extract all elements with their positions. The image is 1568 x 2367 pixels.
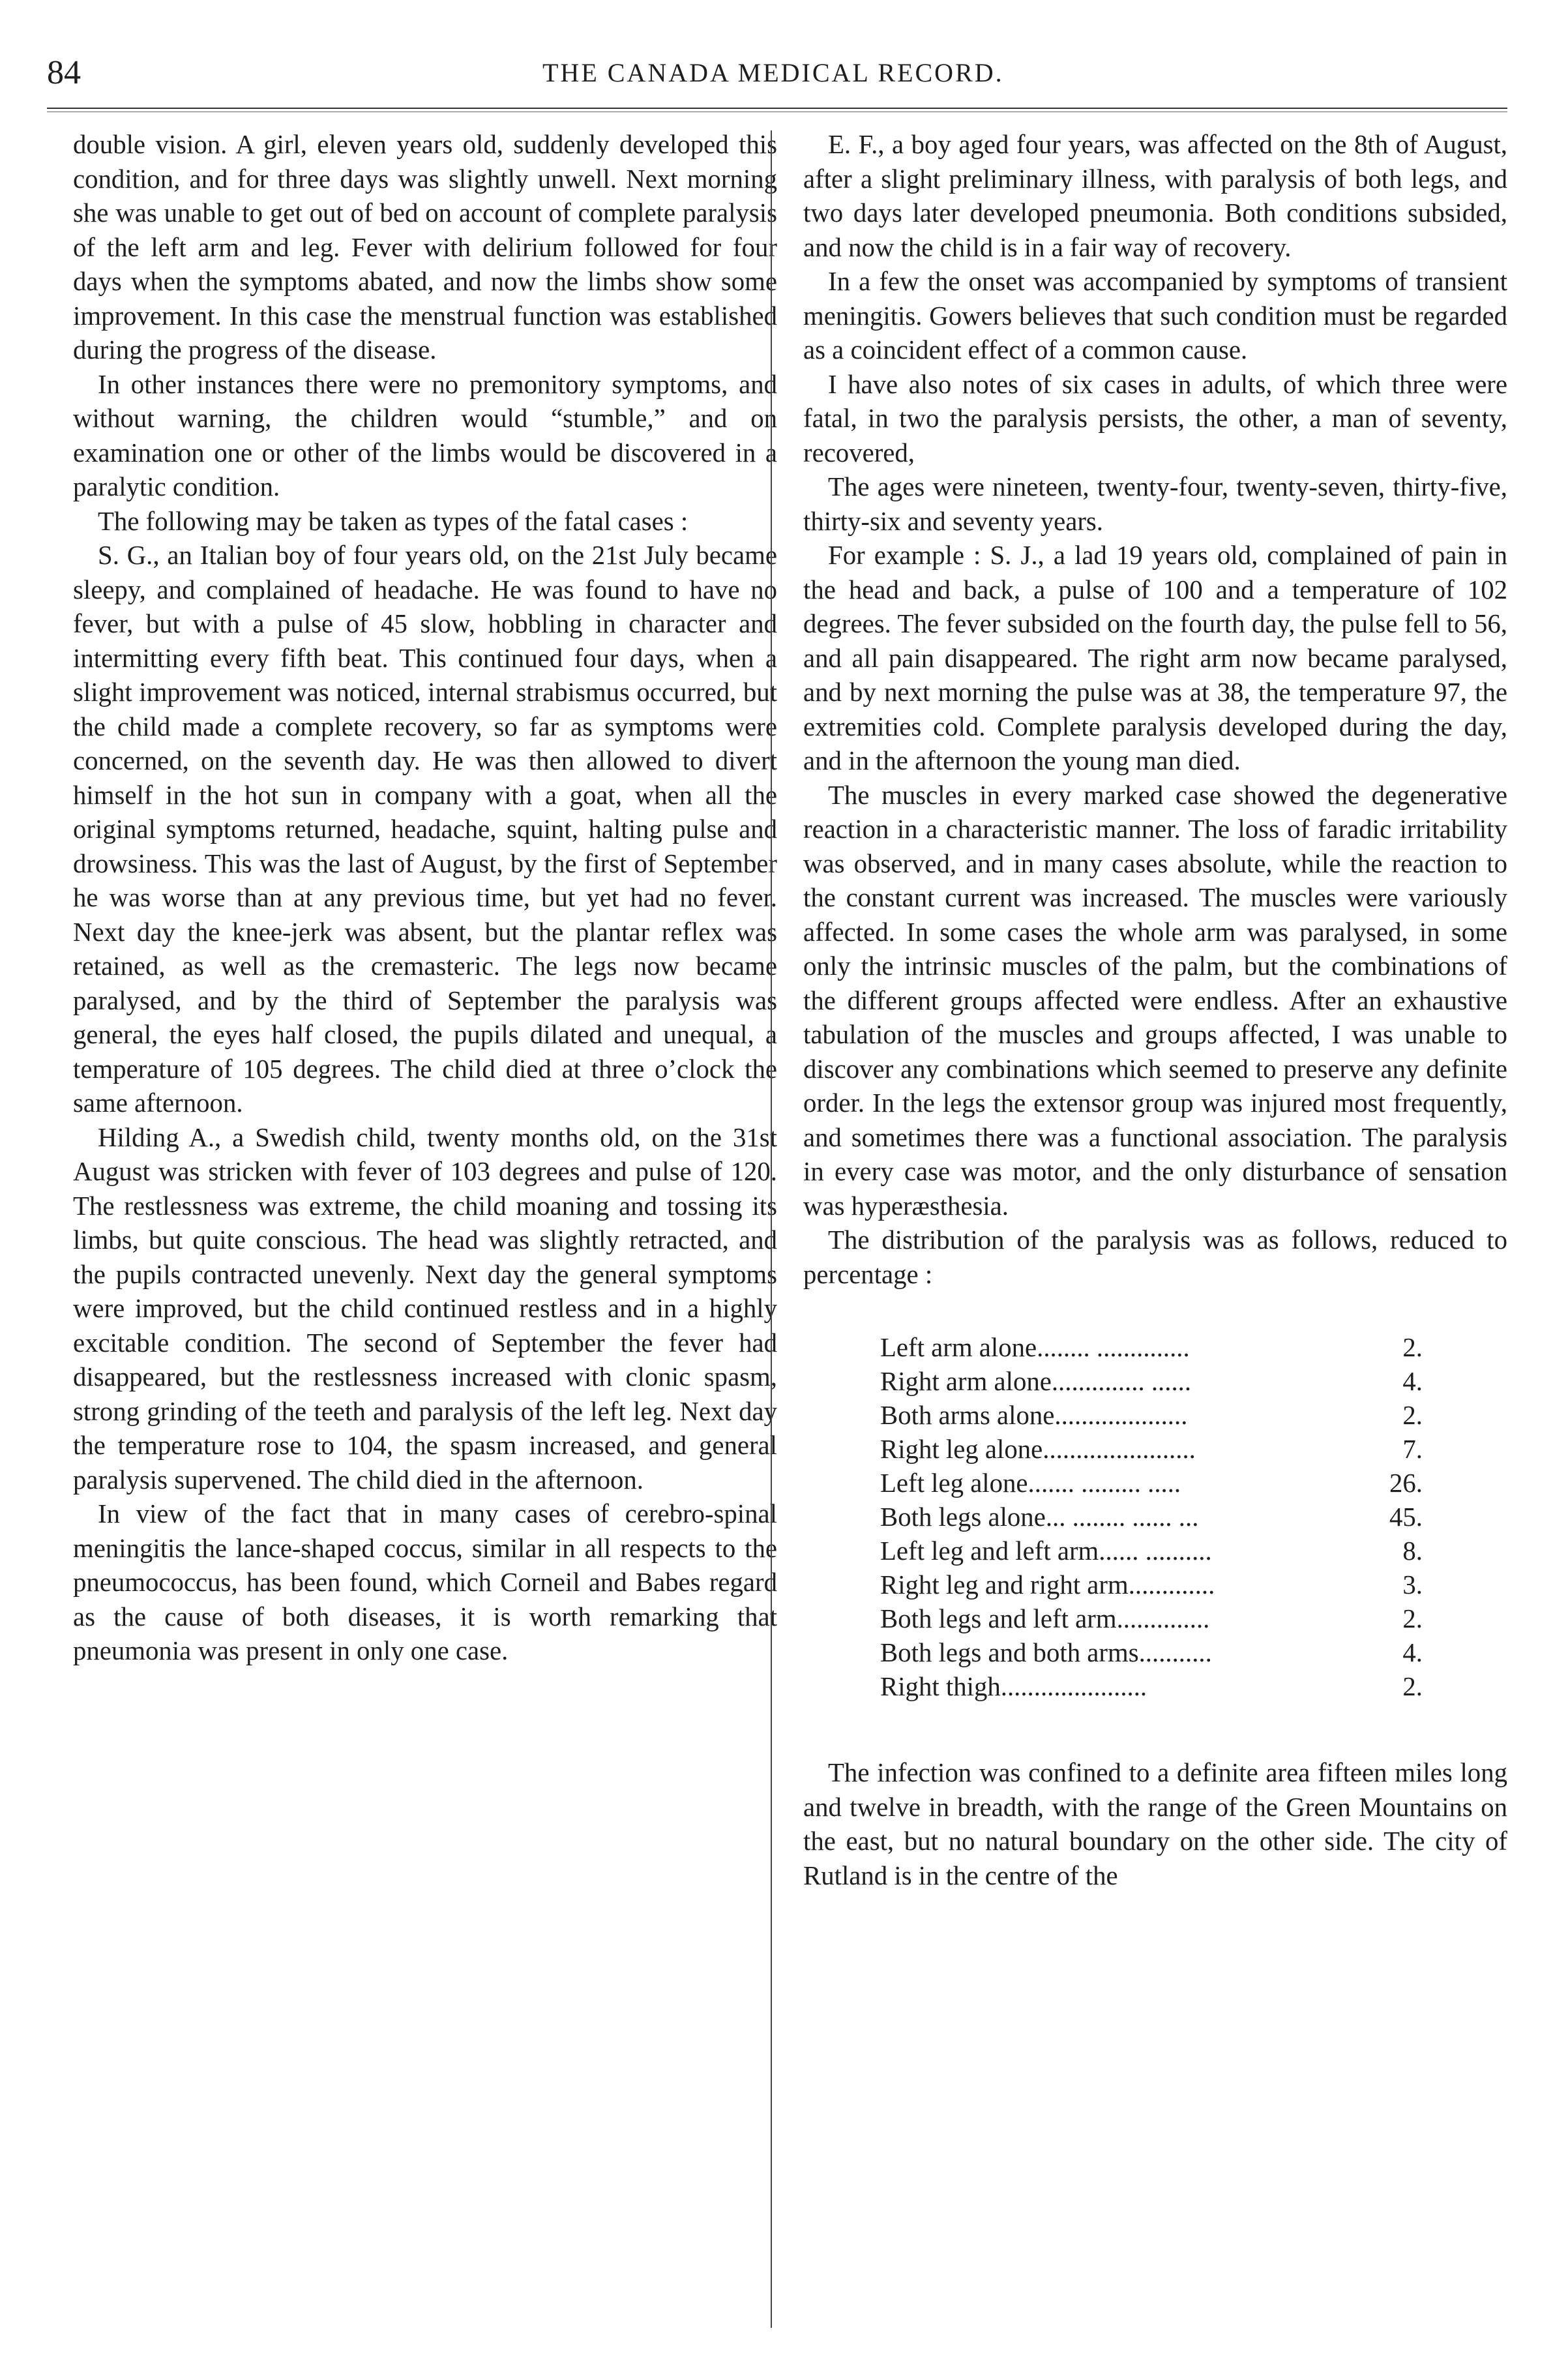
leader-dots: ... ........ ...... ... xyxy=(1045,1502,1199,1532)
leader-dots: .............. xyxy=(1116,1604,1210,1633)
page-header xyxy=(47,53,1507,106)
leader-dots: ........ .............. xyxy=(1037,1333,1190,1362)
paragraph: In other instances there were no premonitory symptoms, and without warning, the children would “stumble,” and on examination one or other of the limbs would be discovered in a paralytic condition. xyxy=(73,369,777,501)
row-label: Left leg and left arm xyxy=(880,1536,1099,1566)
table-cell-label xyxy=(880,1636,1364,1670)
leader-dots: .................... xyxy=(1054,1401,1188,1430)
table-cell-value: 26. xyxy=(1389,1468,1423,1498)
table-cell-label xyxy=(880,1670,1364,1704)
paragraph: Hilding A., a Swedish child, twenty months old, on the 31st August was stricken with fever of 103 degrees and pulse of 120. The restlessness was extreme, the child moaning and tossing its limbs, but quite conscious. The head was slightly retracted, and the pupils contracted unevenly. Next day the general symptoms were improved, but the child continued restless and in a highly excitable condition. The second of September the fever had disappeared, but the restlessness increased with clonic spasm, strong grinding of the teeth and paralysis of the left leg. Next day the temperature rose to 104, the spasm increased, and general paralysis supervened. The child died in the afternoon. xyxy=(73,1122,777,1495)
table-cell-value: 4. xyxy=(1402,1367,1423,1396)
paragraph: I have also notes of six cases in adults, of which three were fatal, in two the paralysis persists, the other, a man of seventy, recovered, xyxy=(803,369,1507,468)
table-cell-value: 2. xyxy=(1402,1604,1423,1633)
column-divider xyxy=(771,130,772,2328)
table-cell-value: 3. xyxy=(1402,1570,1423,1600)
paragraph: double vision. A girl, eleven years old, suddenly developed this condition, and for three days was slightly unwell. Next morning she was unable to get out of bed on account of complete paralysis of the left arm and leg. Fever with delirium followed for four days when the symptoms abated, and now the limbs show some improvement. In this case the menstrual function was established during the progress of the disease. xyxy=(73,130,777,365)
table-cell-label xyxy=(880,1534,1364,1568)
paragraph: The ages were nineteen, twenty-four, twenty-seven, thirty-five, thirty-six and seventy years. xyxy=(803,472,1507,536)
row-label: Both legs and left arm xyxy=(880,1604,1117,1633)
leader-dots: ............. xyxy=(1128,1570,1215,1600)
row-label: Both legs and both arms xyxy=(880,1638,1139,1667)
table-row xyxy=(880,1534,1423,1568)
table-row xyxy=(880,1500,1423,1534)
table-cell-label xyxy=(880,1500,1364,1534)
paragraph: The distribution of the paralysis was as follows, reduced to percentage : xyxy=(803,1225,1507,1289)
header-rule xyxy=(47,108,1507,109)
paragraph: In view of the fact that in many cases of cerebro-spinal meningitis the lance-shaped coccus, similar in all respects to the pneumococcus, has been found, which Corneil and Babes regard as the cause of both diseases, it is worth remarking that pneumonia was present in only one case. xyxy=(73,1499,777,1665)
table-row xyxy=(880,1433,1423,1466)
left-column xyxy=(73,128,777,1669)
paragraph: For example : S. J., a lad 19 years old, complained of pain in the head and back, a pulse of 100 and a temperature of 102 degrees. The fever subsided on the fourth day, the pulse fell to 56, and all pain disappeared. The right arm now became paralysed, and by next morning the pulse was at 38, the temperature 97, the extremities cold. Complete paralysis developed during the day, and in the afternoon the young man died. xyxy=(803,541,1507,775)
table-row xyxy=(880,1568,1423,1602)
table-row xyxy=(880,1670,1423,1704)
table-row xyxy=(880,1331,1423,1365)
paragraph: In a few the onset was accompanied by symptoms of transient meningitis. Gowers believes that such condition must be regarded as a coincident effect of a common cause. xyxy=(803,267,1507,365)
leader-dots: ...................... xyxy=(1000,1672,1147,1701)
table-cell-label xyxy=(880,1433,1364,1466)
paragraph: S. G., an Italian boy of four years old, on the 21st July became sleepy, and complained of headache. He was found to have no fever, but with a pulse of 45 slow, hobbling in character and intermitting every fifth beat. This continued four days, when a slight improvement was noticed, internal strabismus occurred, but the child made a complete recovery, so far as symptoms were concerned, on the seventh day. He was then allowed to divert himself in the hot sun in company with a goat, when all the original symptoms returned, headache, squint, halting pulse and drowsiness. This was the last of August, by the first of September he was worse than at any previous time, but yet had no fever. Next day the knee-jerk was absent, but the plantar reflex was retained, as well as the cremasteric. The legs now became paralysed, and by the third of September the paralysis was general, the eyes half closed, the pupils dilated and unequal, a temperature of 105 degrees. The child died at three o’clock the same afternoon. xyxy=(73,541,777,1118)
page-number: 84 xyxy=(47,54,81,91)
leader-dots: ....... ......... ..... xyxy=(1028,1468,1181,1498)
paralysis-distribution-table xyxy=(880,1331,1423,1704)
table-cell-label xyxy=(880,1399,1364,1433)
table-row xyxy=(880,1399,1423,1433)
running-title: THE CANADA MEDICAL RECORD. xyxy=(542,58,1004,87)
right-column xyxy=(803,128,1507,1893)
table-row xyxy=(880,1466,1423,1500)
row-label: Left leg alone xyxy=(880,1468,1028,1498)
leader-dots: ...... .......... xyxy=(1099,1536,1212,1566)
row-label: Right leg alone xyxy=(880,1435,1043,1464)
row-label: Left arm alone xyxy=(880,1333,1037,1362)
table-row xyxy=(880,1636,1423,1670)
table-cell-value: 2. xyxy=(1402,1401,1423,1430)
row-label: Both legs alone xyxy=(880,1502,1046,1532)
table-row xyxy=(880,1365,1423,1399)
row-label: Right leg and right arm xyxy=(880,1570,1129,1600)
leader-dots: ........... xyxy=(1138,1638,1212,1667)
table-cell-value: 45. xyxy=(1389,1502,1423,1532)
paragraph: The following may be taken as types of the fatal cases : xyxy=(98,506,688,536)
table-cell-value: 8. xyxy=(1402,1536,1423,1566)
table-cell-value: 4. xyxy=(1402,1638,1423,1667)
paragraph: E. F., a boy aged four years, was affected on the 8th of August, after a slight preliminary illness, with paralysis of both legs, and two days later developed pneumonia. Both conditions subsided, and now the child is in a fair way of recovery. xyxy=(803,130,1507,262)
table-cell-label xyxy=(880,1602,1364,1636)
row-label: Right arm alone xyxy=(880,1367,1052,1396)
table-cell-label xyxy=(880,1466,1364,1500)
table-cell-label xyxy=(880,1331,1364,1365)
paragraph: The infection was confined to a definite area fifteen miles long and twelve in breadth, with the range of the Green Mountains on the east, but no natural boundary on the other side. The city of Rutland is in the centre of the xyxy=(803,1758,1507,1890)
table-cell-value: 2. xyxy=(1402,1333,1423,1362)
leader-dots: ....................... xyxy=(1043,1435,1196,1464)
paragraph: The muscles in every marked case showed the degenerative reaction in a characteristic manner. The loss of faradic irritability was observed, and in many cases absolute, while the reaction to the constant current was increased. The muscles were variously affected. In some cases the whole arm was paralysed, in some only the intrinsic muscles of the palm, but the combinations of the different groups affected were endless. After an exhaustive tabulation of the muscles and groups affected, I was unable to discover any combinations which seemed to preserve any definite order. In the legs the extensor group was injured most frequently, and sometimes there was a functional association. The paralysis in every case was motor, and the only disturbance of sensation was hyperæsthesia. xyxy=(803,780,1507,1221)
table-cell-label xyxy=(880,1365,1364,1399)
row-label: Both arms alone xyxy=(880,1401,1055,1430)
table-cell-label xyxy=(880,1568,1364,1602)
leader-dots: .............. ...... xyxy=(1051,1367,1192,1396)
row-label: Right thigh xyxy=(880,1672,1001,1701)
table-cell-value: 2. xyxy=(1402,1672,1423,1701)
table-row xyxy=(880,1602,1423,1636)
table-cell-value: 7. xyxy=(1402,1435,1423,1464)
